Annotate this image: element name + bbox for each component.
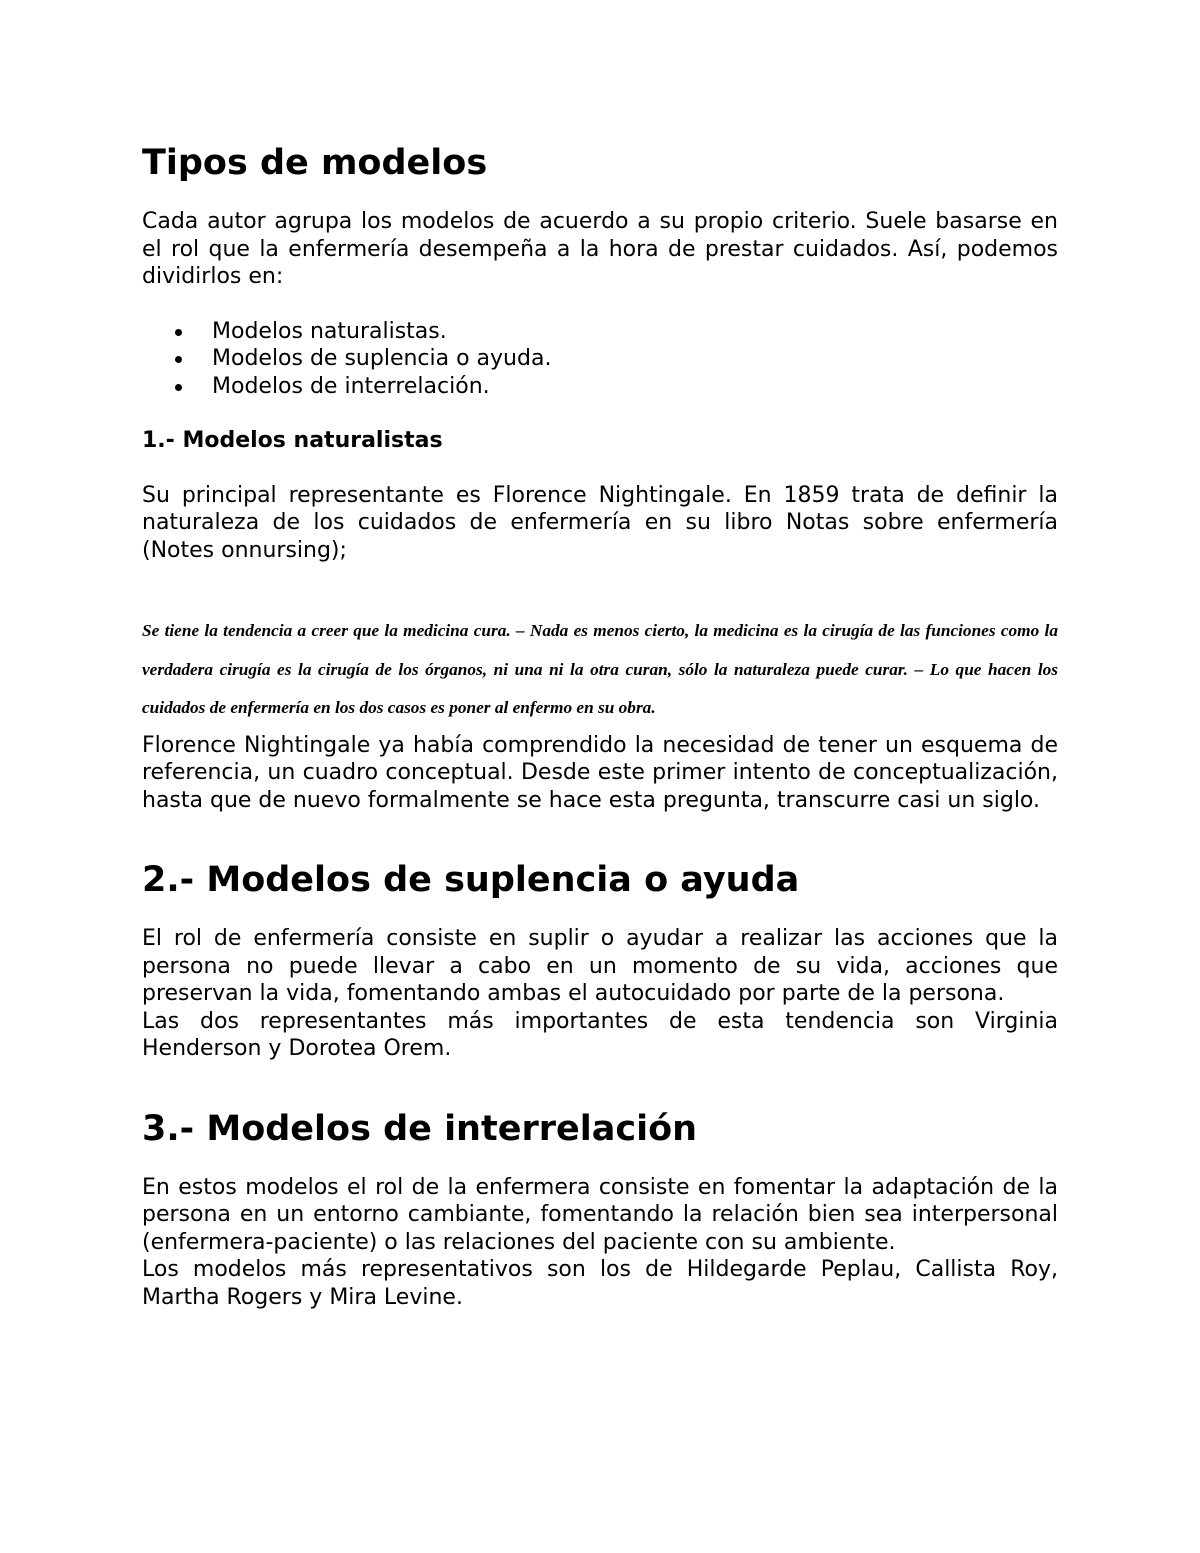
model-types-list <box>142 318 1058 401</box>
document-body <box>142 140 1058 1311</box>
list-item <box>142 318 1058 346</box>
section2-heading: 2.- Modelos de suplencia o ayuda <box>142 860 800 900</box>
list-item <box>142 373 1058 401</box>
nightingale-quote <box>142 612 1058 728</box>
section1-paragraph: Su principal representante es Florence Nightingale. En 1859 trata de definir la naturaleza de los cuidados de enfermería en su libro Notas sobre enfermería (Notes onnursing); <box>142 482 1058 563</box>
section1-paragraph2: Florence Nightingale ya había comprendido la necesidad de tener un esquema de referencia, un cuadro conceptual. Desde este primer intento de conceptualización, hasta que de nuevo formalmente se hace esta pregunta, transcurre casi un siglo. <box>142 732 1058 813</box>
bullet-icon <box>175 329 182 336</box>
list-item-text: Modelos de suplencia o ayuda. <box>212 346 552 371</box>
list-item-text: Modelos de interrelación. <box>212 373 490 399</box>
bullet-icon <box>175 356 182 363</box>
intro-paragraph: Cada autor agrupa los modelos de acuerdo a su propio criterio. Suele basarse en el rol que la enfermería desempeña a la hora de prestar cuidados. Así, podemos dividirlos en: <box>142 209 1058 289</box>
list-item-text: Modelos naturalistas. <box>212 318 447 344</box>
section3-heading: 3.- Modelos de interrelación <box>142 1108 698 1149</box>
section2-paragraph2: Las dos representantes más importantes de esta tendencia son Virginia Henderson y Dorotea Orem. <box>142 1008 1058 1061</box>
list-item <box>142 345 1058 373</box>
quote-text: Se tiene la tendencia a creer que la medicina cura. – Nada es menos cierto, la medicina es la cirugía de las funciones como la verdadera cirugía es la cirugía de los órganos, ni una ni la otra curan, sólo la naturaleza puede curar. – Lo que hacen los cuidados de enfermería en los dos casos es poner al enfermo en su obra. <box>142 621 1058 717</box>
section1-heading: 1.- Modelos naturalistas <box>142 428 443 453</box>
section2-paragraph1: El rol de enfermería consiste en suplir o ayudar a realizar las acciones que la persona no puede llevar a cabo en un momento de su vida, acciones que preservan la vida, fomentando ambas el autocuidado por parte de la persona. <box>142 926 1058 1006</box>
bullet-icon <box>175 384 182 391</box>
section3-paragraph1: En estos modelos el rol de la enfermera consiste en fomentar la adaptación de la persona en un entorno cambiante, fomentando la relación bien sea interpersonal (enfermera-paciente) o las relaciones del paciente con su ambiente. <box>142 1174 1058 1255</box>
section3-paragraph2: Los modelos más representativos son los de Hildegarde Peplau, Callista Roy, Martha Rogers y Mira Levine. <box>142 1257 1058 1310</box>
document-title: Tipos de modelos <box>142 143 488 183</box>
